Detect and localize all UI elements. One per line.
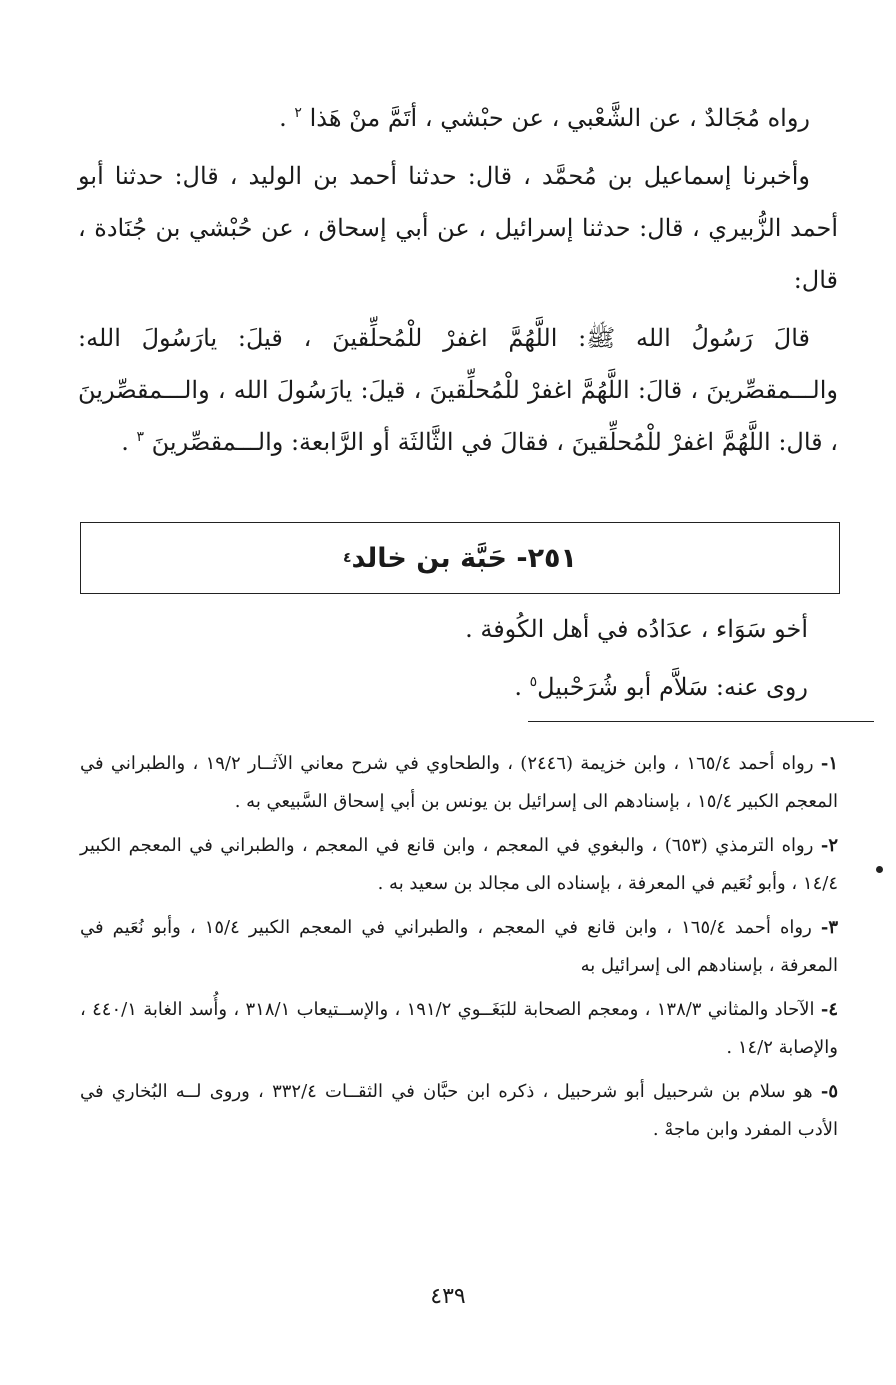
footnote-2-text: رواه الترمذي (٦٥٣) ، والبغوي في المعجم ، وابن قانع في المعجم ، والطبراني في المعجم الكبير ١٤/٤ ، وأبو نُعَيم في المعرفة ، بإسناده الى مجالد بن سعيد به . bbox=[80, 835, 838, 894]
footnotes bbox=[80, 745, 838, 1155]
footnote-2 bbox=[80, 827, 838, 903]
footnote-3-text: رواه أحمد ١٦٥/٤ ، وابن قانع في المعجم ، والطبراني في المعجم الكبير ١٥/٤ ، وأبو نُعَيم في المعرفة ، بإسنادهم الى إسرائيل به bbox=[80, 917, 838, 976]
footnote-4 bbox=[80, 991, 838, 1067]
paragraph-3: قالَ رَسُولُ الله ﷺ: اللَّهُمَّ اغفرْ للْمُحلِّقينَ ، قيلَ: يارَسُولَ الله: والـــمقصِّرينَ ، قالَ: اللَّهُمَّ اغفرْ للْمُحلِّقينَ ، قيلَ: يارَسُولَ الله ، والـــمقصِّرينَ ، قال: اللَّهُمَّ اغفرْ للْمُحلِّقينَ ، فقالَ في الثَّالثَة أو الرَّابعة: والـــمقصِّرينَ $^٣$ . bbox=[78, 324, 838, 456]
paragraph-3-text: قالَ رَسُولُ الله ﷺ: اللَّهُمَّ اغفرْ للْمُحلِّقينَ ، قيلَ: يارَسُولَ الله: والـــمقصِّرينَ ، قالَ: اللَّهُمَّ اغفرْ للْمُحلِّقينَ ، قيلَ: يارَسُولَ الله ، والـــمقصِّرينَ ، قال: اللَّهُمَّ اغفرْ للْمُحلِّقينَ ، فقالَ في الثَّالثَة أو الرَّابعة: والـــمقصِّرينَ bbox=[78, 324, 838, 456]
entry-heading-box: ٢٥١- حَبَّة بن خالد ٤ bbox=[80, 522, 840, 594]
paragraph-2-text: وأخبرنا إسماعيل بن مُحمَّد ، قال: حدثنا أحمد بن الوليد ، قال: حدثنا أبو أحمد الزُّبيري ، قال: حدثنا إسرائيل ، عن أبي إسحاق ، عن حُبْشي بن جُنَادة ، قال: bbox=[78, 162, 838, 294]
paragraph-1: رواه مُجَالدٌ ، عن الشَّعْبي ، عن حبْشي ، أتَمَّ منْ هَذا $^٢$ . bbox=[279, 104, 810, 132]
paragraph-1-text: رواه مُجَالدٌ ، عن الشَّعْبي ، عن حبْشي ، أتَمَّ منْ هَذا bbox=[309, 104, 810, 132]
footnote-ref-2: ٢ bbox=[294, 105, 302, 121]
footnote-5 bbox=[80, 1073, 838, 1149]
page-number: ٤٣٩ bbox=[430, 1284, 466, 1309]
margin-dot bbox=[876, 866, 883, 873]
bio-line-2: روى عنه: سَلاَّم أبو شُرَحْبيل$^٥$ . bbox=[514, 673, 808, 701]
footnote-5-number: ٥- bbox=[820, 1081, 838, 1102]
entry-title: ٢٥١- حَبَّة بن خالد bbox=[351, 542, 578, 574]
footnote-ref-5: ٥ bbox=[529, 674, 538, 690]
main-text bbox=[78, 92, 838, 474]
footnote-4-number: ٤- bbox=[820, 999, 839, 1020]
footnote-divider bbox=[528, 721, 874, 722]
footnote-1 bbox=[80, 745, 838, 821]
footnote-3 bbox=[80, 909, 838, 985]
bio-line-2-text: روى عنه: سَلاَّم أبو شُرَحْبيل bbox=[537, 673, 808, 701]
footnote-5-text: هو سلام بن شرحبيل أبو شرحبيل ، ذكره ابن حبَّان في الثقــات ٣٣٢/٤ ، وروى لــه البُخاري في الأدب المفرد وابن ماجهْ . bbox=[80, 1081, 838, 1140]
footnote-3-number: ٣- bbox=[820, 917, 838, 938]
paragraph-2 bbox=[78, 150, 838, 306]
bio-line-1: أخو سَوَاء ، عدَادُه في أهل الكُوفة . bbox=[465, 615, 808, 643]
footnote-ref-3: ٣ bbox=[136, 429, 145, 445]
footnote-4-text: الآحاد والمثاني ١٣٨/٣ ، ومعجم الصحابة للبَغَــوي ١٩١/٢ ، والإســتيعاب ٣١٨/١ ، وأُسد الغابة ٤٤٠/١ ، والإصابة ١٤/٢ . bbox=[80, 999, 838, 1058]
footnote-1-text: رواه أحمد ١٦٥/٤ ، وابن خزيمة (٢٤٤٦) ، والطحاوي في شرح معاني الآثــار ١٩/٢ ، والطبراني في المعجم الكبير ١٥/٤ ، بإسنادهم الى إسرائيل بن يونس بن أبي إسحاق السَّبيعي به . bbox=[80, 753, 838, 812]
footnote-1-number: ١- bbox=[820, 753, 838, 774]
entry-bio bbox=[78, 600, 808, 716]
footnote-2-number: ٢- bbox=[820, 835, 838, 856]
